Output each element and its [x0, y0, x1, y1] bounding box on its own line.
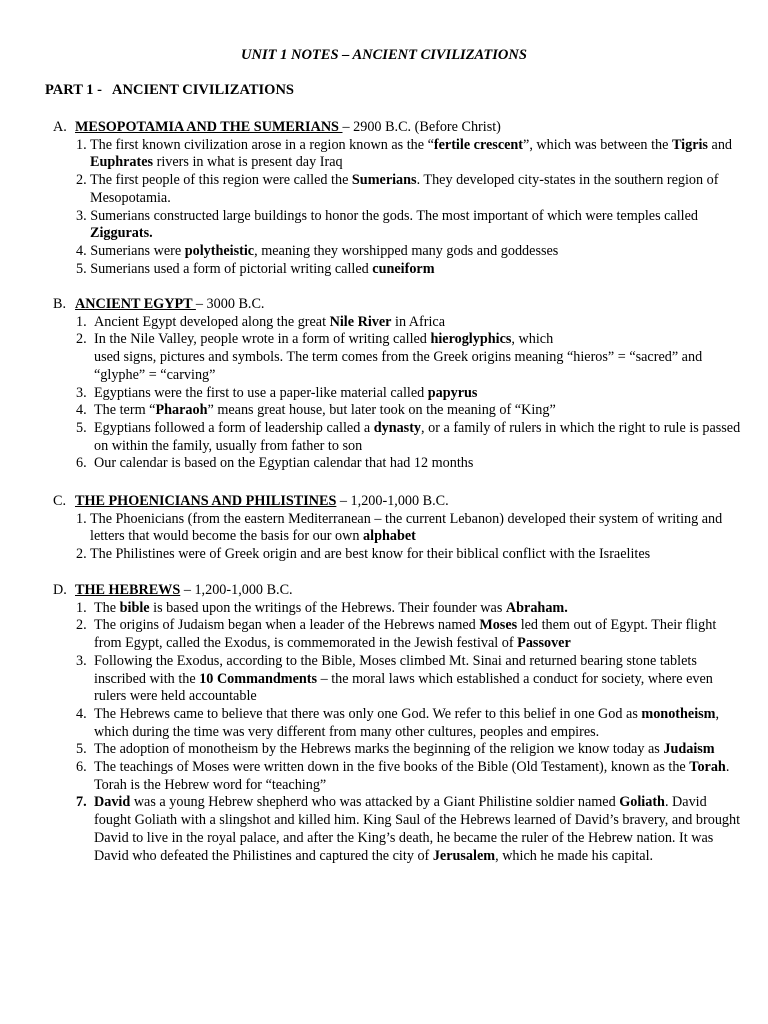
key-term: Tigris	[671, 136, 708, 153]
key-term: Ziggurats.	[90, 225, 153, 242]
item-text: The origins of Judaism began when a leader of the Hebrews named Moses led them out of Egypt. Their flight from Egypt, called the Exodus, is commemorated in the Jewish festival of Passover	[94, 617, 717, 652]
list-item	[53, 172, 743, 207]
section-date: – 1,200-1,000 B.C.	[336, 493, 449, 509]
item-number: 3.	[76, 384, 87, 401]
item-text: The Philistines were of Greek origin and are best know for their biblical conflict with the Israelites	[89, 546, 651, 563]
section-heading	[53, 582, 743, 600]
item-text: Sumerians used a form of pictorial writing called cuneiform	[90, 260, 435, 277]
list-item	[53, 385, 743, 403]
item-text: The adoption of monotheism by the Hebrews marks the beginning of the religion we know today as Judaism	[94, 741, 715, 758]
key-term: Abraham.	[505, 599, 568, 616]
section-name: THE HEBREWS	[75, 582, 181, 598]
item-text: Our calendar is based on the Egyptian calendar that had 12 months	[94, 455, 474, 472]
item-number: 1.	[76, 136, 87, 153]
section-letter: B.	[53, 296, 67, 312]
key-term: dynasty	[373, 419, 422, 436]
list-item	[53, 455, 743, 473]
section-mesopotamia	[53, 119, 743, 278]
section-hebrews	[53, 582, 743, 865]
list-item	[53, 314, 743, 332]
section-heading	[53, 119, 743, 137]
item-number: 2.	[76, 546, 87, 563]
item-number: 2.	[76, 172, 87, 189]
section-name: ANCIENT EGYPT	[75, 296, 196, 312]
list-item	[53, 402, 743, 420]
item-number: 4.	[76, 402, 87, 419]
key-term: bible	[119, 599, 150, 616]
key-term: cuneiform	[372, 260, 435, 277]
item-text: Ancient Egypt developed along the great Nile River in Africa	[94, 313, 446, 330]
key-term: hieroglyphics	[430, 331, 512, 348]
key-term: alphabet	[363, 528, 416, 545]
item-text: The Hebrews came to believe that there was only one God. We refer to this belief in one God as monotheism, which during the time was very different from many other cultures, peoples and empires.	[94, 705, 720, 740]
item-number: 1.	[76, 599, 87, 616]
list-item	[53, 261, 743, 279]
section-heading	[53, 493, 743, 511]
key-term: Pharaoh	[155, 402, 208, 419]
section-name: MESOPOTAMIA AND THE SUMERIANS	[75, 119, 343, 135]
item-text: The bible is based upon the writings of the Hebrews. Their founder was Abraham.	[94, 599, 568, 616]
list-item	[53, 741, 743, 759]
section-heading	[53, 296, 743, 314]
section-list	[53, 511, 743, 564]
section-date: – 1,200-1,000 B.C.	[180, 582, 293, 598]
list-item	[53, 600, 743, 618]
key-term: papyrus	[427, 384, 478, 401]
list-item	[53, 331, 743, 384]
document-title: UNIT 1 NOTES – ANCIENT CIVILIZATIONS	[241, 47, 527, 63]
key-term: polytheistic	[184, 242, 255, 259]
item-text: The first people of this region were called the Sumerians. They developed city-states in the southern region of Mesopotamia.	[89, 172, 719, 206]
list-item	[53, 653, 743, 706]
item-number: 5.	[76, 741, 87, 758]
key-term: Passover	[517, 635, 571, 652]
list-item	[53, 137, 743, 172]
section-list	[53, 137, 743, 279]
list-item	[53, 546, 743, 564]
section-letter: A.	[53, 119, 67, 135]
part-heading: PART 1 - ANCIENT CIVILIZATIONS	[45, 82, 294, 98]
list-item	[53, 706, 743, 741]
section-date: – 3000 B.C.	[195, 296, 265, 312]
section-ancient-egypt	[53, 296, 743, 473]
list-item	[53, 420, 743, 455]
item-number: 7.	[76, 794, 87, 811]
section-letter: D.	[53, 582, 67, 598]
list-item	[53, 511, 743, 546]
key-term: Euphrates	[90, 154, 154, 171]
item-number: 3.	[76, 207, 87, 224]
item-text: Following the Exodus, according to the Bible, Moses climbed Mt. Sinai and returned bearing stone tablets inscribed with the 10 Commandments – the moral laws which established a conduct for society, where even rulers were held accountable	[94, 652, 713, 705]
list-item	[53, 794, 743, 865]
list-item	[53, 759, 743, 794]
key-term: Nile River	[329, 313, 392, 330]
item-number: 6.	[76, 759, 87, 776]
key-term: Torah	[689, 759, 726, 776]
key-term: 10 Commandments	[199, 670, 318, 687]
item-text: The term “Pharaoh” means great house, but later took on the meaning of “King”	[94, 402, 556, 419]
item-text: David was a young Hebrew shepherd who was attacked by a Giant Philistine soldier named Goliath. David fought Goliath with a slingshot and killed him. King Saul of the Hebrews learned of David’s bravery, and brought David to live in the royal palace, and after the King’s death, he became the ruler of the Hebrew nation. It was David who defeated the Philistines and captured the city of Jerusalem, which he made his capital.	[94, 794, 741, 864]
list-item	[53, 617, 743, 652]
item-text: Egyptians followed a form of leadership called a dynasty, or a family of rulers in which the right to rule is passed on within the family, usually from father to son	[94, 419, 741, 454]
item-number: 5.	[76, 419, 87, 436]
item-text: The Phoenicians (from the eastern Mediterranean – the current Lebanon) developed their system of writing and letters that would become the basis for our own alphabet	[89, 510, 723, 545]
item-text: The first known civilization arose in a region known as the “fertile crescent”, which was between the Tigris and Euphrates rivers in what is present day Iraq	[89, 136, 733, 171]
section-phoenicians-philistines	[53, 493, 743, 564]
list-item	[53, 208, 743, 243]
item-number: 5.	[76, 260, 87, 277]
key-term: Jerusalem	[432, 847, 496, 864]
section-list	[53, 600, 743, 866]
item-text: Sumerians were polytheistic, meaning they worshipped many gods and goddesses	[90, 242, 559, 259]
item-text: In the Nile Valley, people wrote in a form of writing called hieroglyphics, which used signs, pictures and symbols. The term comes from the Greek origins meaning “hieros” = “sacred” and “glyphe” = “carving”	[94, 331, 703, 383]
item-number: 4.	[76, 705, 87, 722]
item-text: Sumerians constructed large buildings to honor the gods. The most important of which were temples called Ziggurats.	[90, 207, 699, 242]
item-number: 4.	[76, 242, 87, 259]
key-term: David	[94, 794, 131, 811]
key-term: Sumerians	[351, 172, 417, 189]
key-term: Goliath	[619, 794, 665, 811]
key-term: fertile crescent	[433, 136, 524, 153]
item-number: 2.	[76, 617, 87, 634]
item-text: The teachings of Moses were written down in the five books of the Bible (Old Testament), known as the Torah. Torah is the Hebrew word for “teaching”	[94, 759, 730, 793]
key-term: Judaism	[663, 741, 715, 758]
section-name: THE PHOENICIANS AND PHILISTINES	[75, 493, 337, 509]
list-item	[53, 243, 743, 261]
item-number: 6.	[76, 455, 87, 472]
section-letter: C.	[53, 493, 67, 509]
key-term: Moses	[479, 617, 518, 634]
key-term: monotheism	[641, 705, 716, 722]
item-number: 1.	[76, 313, 87, 330]
item-number: 1.	[76, 510, 87, 527]
item-number: 2.	[76, 331, 87, 348]
section-list	[53, 314, 743, 473]
section-date: – 2900 B.C. (Before Christ)	[342, 119, 501, 135]
item-number: 3.	[76, 652, 87, 669]
item-text: Egyptians were the first to use a paper-like material called papyrus	[94, 384, 478, 401]
